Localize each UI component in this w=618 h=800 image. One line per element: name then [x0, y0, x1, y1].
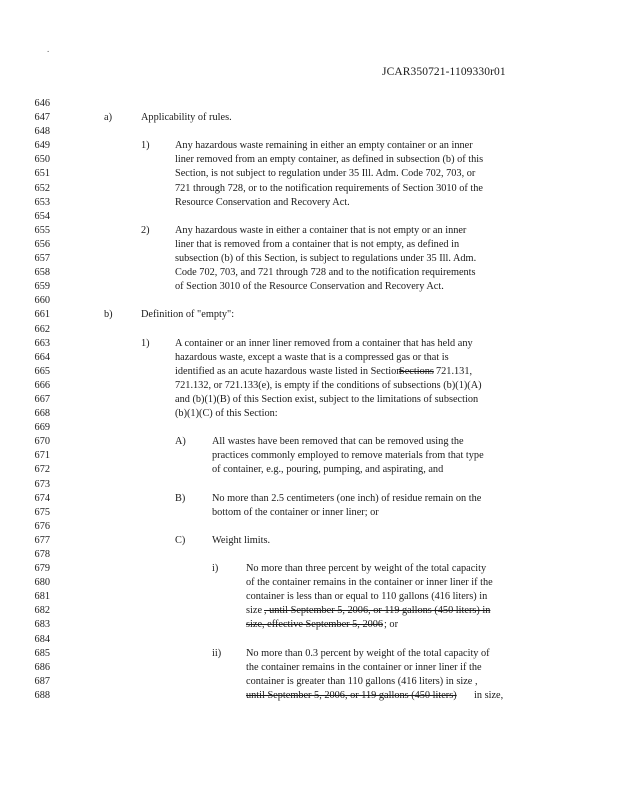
document-line [0, 661, 618, 675]
line-text: 1) [141, 140, 150, 152]
document-line [0, 675, 618, 689]
document-line [0, 167, 618, 181]
line-text: a) [104, 112, 112, 124]
line-number: 653 [34, 196, 50, 208]
line-text: subsection (b) of this Section, is subject to regulations under 35 Ill. Adm. [175, 253, 477, 265]
line-text: A) [175, 436, 186, 448]
line-text: practices commonly employed to remove materials from that type [212, 450, 484, 462]
document-line [0, 280, 618, 294]
line-number: 673 [34, 478, 50, 490]
line-number: 659 [34, 281, 50, 293]
document-line [0, 590, 618, 604]
document-line [0, 308, 618, 322]
line-text: liner removed from an empty container, as defined in subsection (b) of this [175, 154, 484, 166]
document-line [0, 153, 618, 167]
line-text: 721.132, or 721.133(e), is empty if the conditions of subsections (b)(1)(A) [175, 379, 482, 391]
line-text: Definition of "empty": [141, 309, 235, 321]
line-text: , [475, 675, 478, 687]
line-text: 721 through 728, or to the notification requirements of Section 3010 of the [175, 182, 483, 194]
line-text: Any hazardous waste remaining in either an empty container or an inner [175, 140, 473, 152]
line-text: (b)(1)(C) of this Section: [175, 408, 278, 420]
document-line [0, 125, 618, 139]
line-text: 721.131, [436, 365, 473, 377]
line-number: 650 [34, 154, 50, 166]
line-text: the container remains in the container or inner liner if the [246, 661, 482, 673]
line-text: b) [104, 309, 113, 321]
document-line [0, 562, 618, 576]
line-number: 679 [34, 563, 50, 575]
line-text: Section, is not subject to regulation under 35 Ill. Adm. Code 702, 703, or [175, 168, 476, 180]
document-line [0, 407, 618, 421]
line-text: Resource Conservation and Recovery Act. [175, 196, 350, 208]
document-line [0, 478, 618, 492]
line-text: ii) [212, 647, 222, 659]
line-text: Any hazardous waste in either a container that is not empty or an inner [175, 224, 467, 236]
line-text: ; or [384, 619, 399, 631]
document-line [0, 111, 618, 125]
line-number: 688 [34, 689, 50, 701]
line-text: in size, [474, 689, 504, 701]
document-line [0, 97, 618, 111]
line-number: 681 [34, 591, 50, 603]
line-number: 682 [34, 605, 50, 617]
line-text: size [246, 605, 263, 617]
line-number: 647 [34, 112, 50, 124]
document-line [0, 548, 618, 562]
line-number: 665 [34, 365, 50, 377]
document-line [0, 238, 618, 252]
line-text: Weight limits. [212, 534, 271, 546]
document-line [0, 252, 618, 266]
line-number: 658 [34, 267, 50, 279]
line-text: Applicability of rules. [141, 112, 232, 124]
line-number: 684 [34, 633, 50, 645]
document-line [0, 520, 618, 534]
line-number: 648 [34, 126, 50, 138]
document-line [0, 365, 618, 379]
document-line [0, 435, 618, 449]
document-line [0, 196, 618, 210]
line-text: No more than 2.5 centimeters (one inch) of residue remain on the [212, 492, 482, 504]
line-number: 672 [34, 464, 50, 476]
line-text: of container, e.g., pouring, pumping, and aspirating, and [212, 464, 444, 476]
line-number: 671 [34, 450, 50, 462]
line-number: 661 [34, 309, 50, 321]
line-text: A container or an inner liner removed from a container that has held any [175, 337, 473, 349]
line-text: 1) [141, 337, 150, 349]
line-text: hazardous waste, except a waste that is a compressed gas or that is [175, 351, 449, 363]
line-number: 668 [34, 408, 50, 420]
line-text: No more than 0.3 percent by weight of the total capacity of [246, 647, 490, 659]
document-line [0, 492, 618, 506]
document-line [0, 506, 618, 520]
deleted-text: size, effective September 5, 2006 [246, 619, 384, 631]
line-number: 662 [34, 323, 50, 335]
line-text: bottom of the container or inner liner; or [212, 506, 379, 518]
document-line [0, 421, 618, 435]
document-line [0, 463, 618, 477]
corner-mark: . [47, 44, 50, 54]
line-number: 686 [34, 661, 50, 673]
line-number: 655 [34, 224, 50, 236]
line-number: 677 [34, 534, 50, 546]
line-number: 678 [34, 549, 50, 560]
document-id-header: JCAR350721-1109330r01 [382, 66, 506, 78]
line-number: 674 [34, 492, 50, 504]
line-number: 649 [34, 140, 50, 152]
line-text: B) [175, 492, 186, 504]
document-body [0, 97, 618, 703]
document-line [0, 351, 618, 365]
document-line [0, 633, 618, 647]
document-line [0, 337, 618, 351]
line-number: 652 [34, 182, 50, 194]
document-line [0, 393, 618, 407]
line-text: of the container remains in the container or inner liner if the [246, 577, 493, 589]
document-line [0, 379, 618, 393]
document-line [0, 323, 618, 337]
line-text: i) [212, 563, 219, 575]
document-line [0, 534, 618, 548]
line-number: 676 [34, 520, 50, 532]
line-number: 683 [34, 619, 50, 631]
line-number: 675 [34, 506, 50, 518]
document-line [0, 576, 618, 590]
document-line [0, 449, 618, 463]
line-number: 656 [34, 238, 50, 250]
document-line [0, 604, 618, 618]
line-number: 669 [34, 422, 50, 434]
document-line [0, 266, 618, 280]
line-number: 687 [34, 675, 50, 687]
line-text: liner that is removed from a container that is not empty, as defined in [175, 238, 460, 250]
deleted-text: , until September 5, 2006, or 119 gallons (450 liters) in [264, 605, 491, 617]
line-number: 666 [34, 379, 50, 391]
line-text: 2) [141, 224, 150, 236]
line-number: 654 [34, 210, 50, 222]
line-number: 670 [34, 436, 50, 448]
deleted-text: Sections [399, 365, 434, 377]
line-text: and (b)(1)(B) of this Section exist, subject to the limitations of subsection [175, 393, 479, 405]
line-number: 664 [34, 351, 50, 363]
document-line [0, 210, 618, 224]
document-line [0, 294, 618, 308]
document-line [0, 647, 618, 661]
line-number: 657 [34, 253, 50, 265]
line-number: 667 [34, 393, 50, 405]
deleted-text: until September 5, 2006, or 119 gallons (450 liters) [246, 689, 457, 701]
document-line [0, 618, 618, 632]
document-line [0, 182, 618, 196]
line-text: No more than three percent by weight of the total capacity [246, 563, 487, 575]
line-text: Code 702, 703, and 721 through 728 and to the notification requirements [175, 267, 476, 279]
line-number: 660 [34, 295, 50, 307]
line-number: 646 [34, 98, 50, 109]
line-text: All wastes have been removed that can be removed using the [212, 436, 464, 448]
line-text: C) [175, 534, 186, 546]
line-text: of Section 3010 of the Resource Conservation and Recovery Act. [175, 281, 444, 293]
document-line [0, 139, 618, 153]
line-text: identified as an acute hazardous waste listed in Section [175, 365, 402, 377]
line-number: 651 [34, 168, 50, 180]
line-text: container is greater than 110 gallons (416 liters) in size [246, 675, 473, 687]
line-number: 663 [34, 337, 50, 349]
line-number: 685 [34, 647, 50, 659]
document-line [0, 224, 618, 238]
line-text: container is less than or equal to 110 gallons (416 liters) in [246, 591, 488, 603]
line-number: 680 [34, 577, 50, 589]
document-line [0, 689, 618, 703]
